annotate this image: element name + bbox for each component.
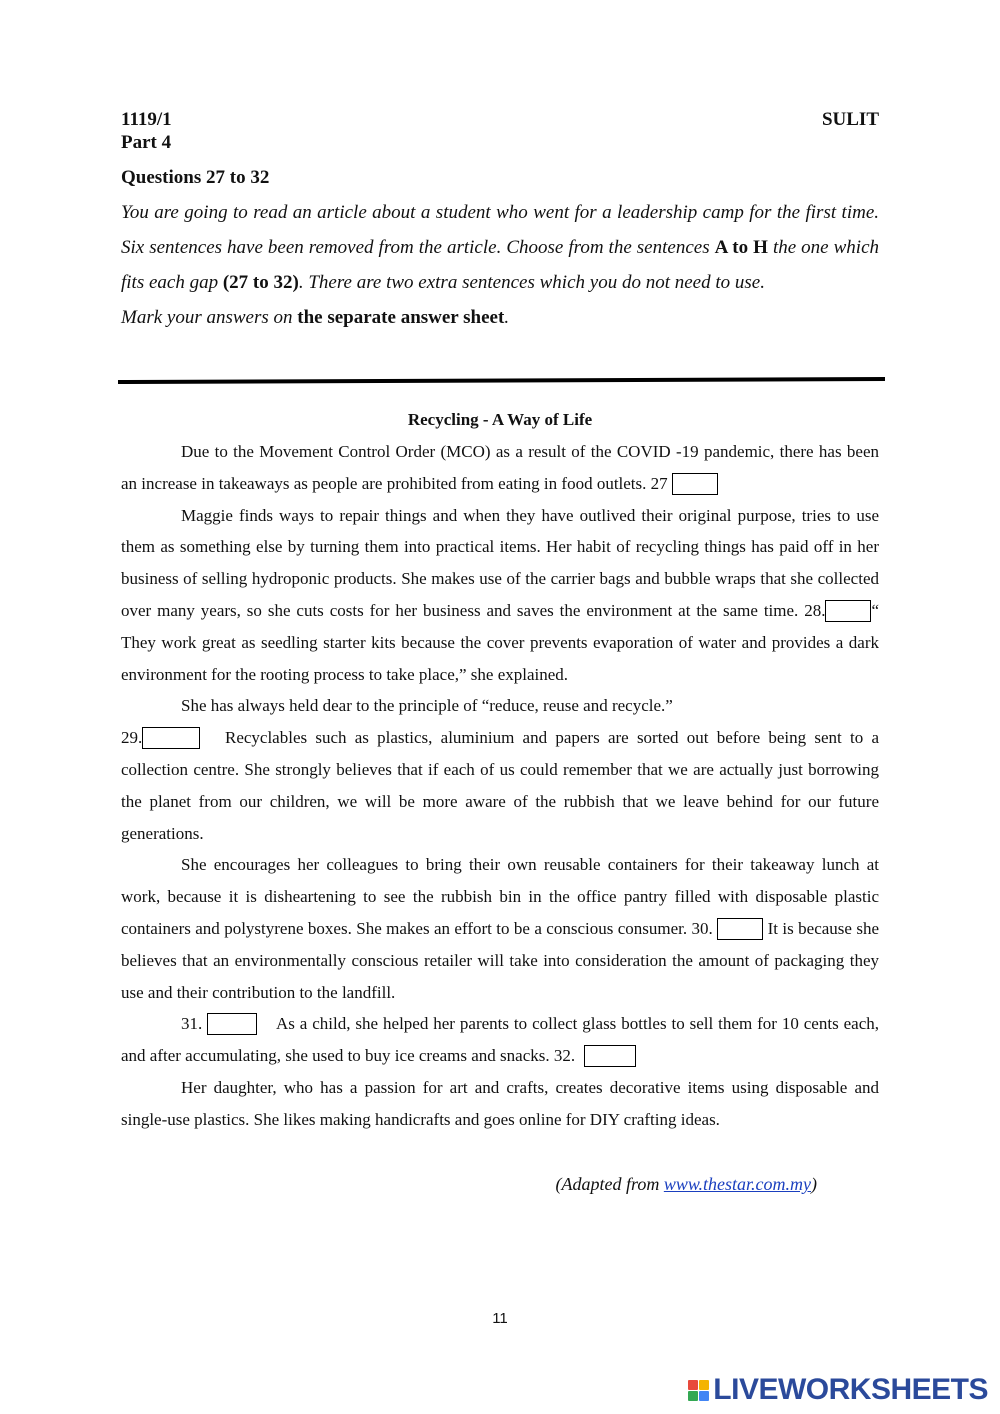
paragraph-6-number: 31. <box>181 1014 203 1034</box>
instructions <box>121 195 879 335</box>
liveworksheets-logo-icon <box>688 1380 709 1401</box>
instructions-text-2: the one which fits each gap <box>121 237 880 293</box>
paragraph-5-text-b: It is because she believes that an environmentally conscious retailer will take into consideration the amount of packaging they use and their contribution to the landfill. <box>121 918 880 1002</box>
part-label: Part 4 <box>121 132 172 153</box>
source-prefix: (Adapted from <box>555 1174 664 1194</box>
source-citation <box>556 1174 818 1195</box>
logo-tile-red <box>688 1380 698 1390</box>
mark-instruction-bold: the separate answer sheet <box>297 307 505 328</box>
paragraph-1-text: Due to the Movement Control Order (MCO) as a result of the COVID -19 pandemic, there has been an increase in takeaways as people are prohibited from eating in food outlets. 27 <box>121 442 879 493</box>
classification-label: SULIT <box>821 109 879 130</box>
instructions-bold-1: A to H <box>714 237 768 258</box>
paragraph-2-text-a: Maggie finds ways to repair things and when they have outlived their original purpose, tries to use them as something else by turning them into practical items. Her habit of recycling things has paid off in her business of selling hydroponic products. She makes use of the carrier bags and bubble wraps that she collected over many years, so she cuts costs for her business and saves the environment at the same time. 28. <box>121 505 879 620</box>
questions-label: Questions 27 to 32 <box>121 167 270 188</box>
page-number: 11 <box>492 1310 508 1327</box>
paragraph-6-text: As a child, she helped her parents to collect glass bottles to sell them for 10 cents each, and after accumulating, she used to buy ice creams and snacks. 32. <box>121 1014 880 1066</box>
answer-box-28[interactable] <box>825 600 871 622</box>
paragraph-5-text-a: She encourages her colleagues to bring their own reusable containers for their takeaway lunch at work, because it is disheartening to see the rubbish bin in the office pantry filled with disposable plastic containers and polystyrene boxes. She makes an effort to be a conscious consumer. 30. <box>121 855 879 938</box>
liveworksheets-logo[interactable] <box>688 1373 988 1407</box>
paragraph-2 <box>121 500 879 691</box>
exam-code: 1119/1 <box>121 109 172 130</box>
divider-rule <box>118 377 885 384</box>
paragraph-1 <box>121 436 879 500</box>
answer-box-29[interactable] <box>142 727 200 749</box>
mark-instruction-prefix: Mark your answers on <box>121 307 298 328</box>
article-title: Recycling - A Way of Life <box>407 410 593 429</box>
logo-tile-blue <box>699 1391 709 1401</box>
paragraph-3: She has always held dear to the principle of “reduce, reuse and recycle.” <box>181 696 673 716</box>
paragraph-6 <box>121 1008 879 1072</box>
mark-instruction-suffix: . <box>504 307 510 328</box>
instructions-text-1: You are going to read an article about a student who went for a leadership camp for the first time. Six sentences have been removed from the article. Choose from the sentences <box>121 202 879 258</box>
paragraph-4-number: 29. <box>121 728 143 748</box>
source-suffix: ) <box>811 1174 817 1194</box>
answer-box-27[interactable] <box>672 473 718 495</box>
answer-box-32[interactable] <box>584 1045 636 1067</box>
paragraph-5 <box>121 849 879 1008</box>
instructions-text-3: . There are two extra sentences which you do not need to use. <box>298 272 765 293</box>
paragraph-4-text: Recyclables such as plastics, aluminium and papers are sorted out before being sent to a collection centre. She strongly believes that if each of us could remember that we are actually just borrowing the planet from our children, we will be more aware of the rubbish that we leave behind for our future generations. <box>121 728 880 843</box>
instructions-bold-2: (27 to 32) <box>222 272 299 293</box>
paragraph-4 <box>121 722 879 849</box>
paragraph-2-text-b: “ They work great as seedling starter kits because the cover prevents evaporation of water and provides a dark environment for the rooting process to take place,” she explained. <box>121 600 879 684</box>
paragraph-7: Her daughter, who has a passion for art and crafts, creates decorative items using disposable and single-use plastics. She likes making handicrafts and goes online for DIY crafting ideas. <box>121 1077 879 1129</box>
answer-box-31[interactable] <box>207 1013 257 1035</box>
logo-tile-green <box>688 1391 698 1401</box>
logo-tile-yellow <box>699 1380 709 1390</box>
article-body <box>121 436 879 1136</box>
liveworksheets-logo-text: LIVEWORKSHEETS <box>713 1373 988 1406</box>
source-link[interactable]: www.thestar.com.my <box>663 1174 811 1194</box>
answer-box-30[interactable] <box>717 918 763 940</box>
